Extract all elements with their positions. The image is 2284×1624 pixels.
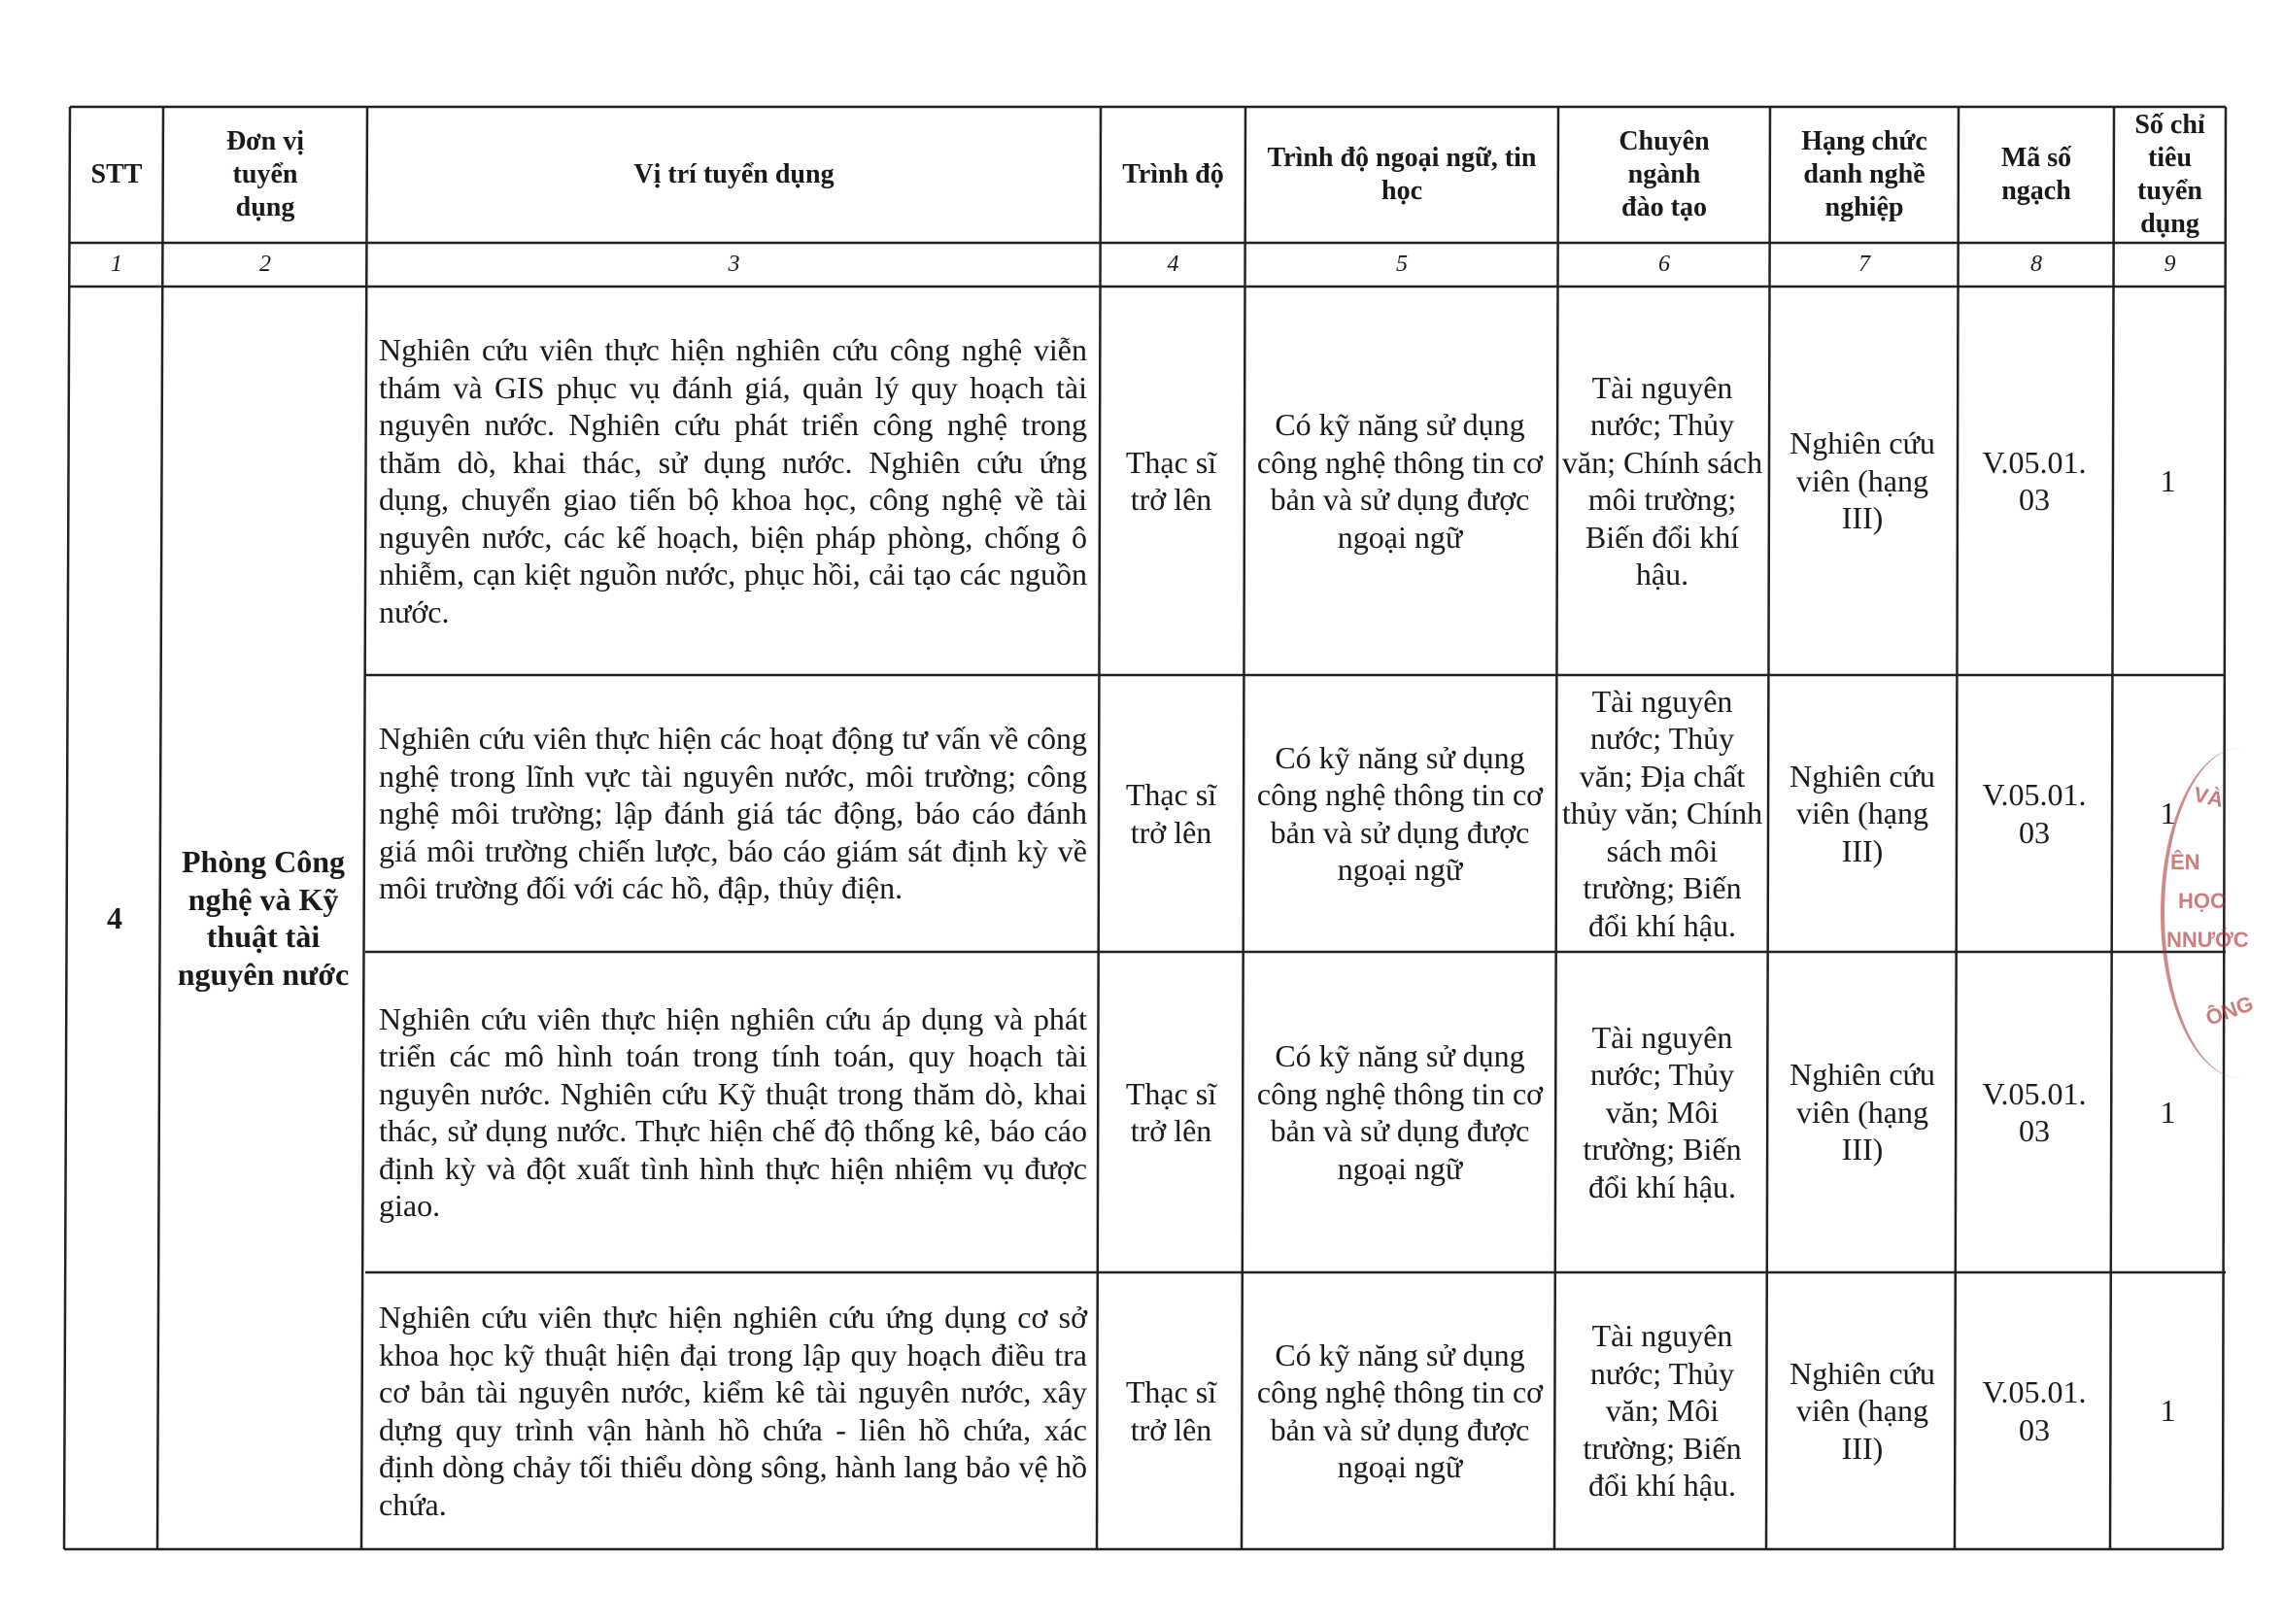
column-number: 9 [2164,252,2176,277]
position-description: Nghiên cứu viên thực hiện nghiên cứu áp dụng và phát triển các mô hình toán trong tính toán, quy hoạch tài nguyên nước. Nghiên cứu Kỹ thuật trong thăm dò, khai thác, sử dụng nước. Thực hiện chế độ thống kê, báo cáo định kỳ và đột xuất tình hình thực hiện nhiệm vụ được giao. [379,1000,1087,1223]
column-number: 4 [1167,252,1179,277]
professional-rank: Nghiên cứu viên (hạng III) [1790,758,1935,868]
header-quota: Số chỉ tiêu tuyển dụng [2134,110,2205,239]
stamp-text: ÊN [2170,850,2200,874]
header-stt: STT [90,159,143,189]
header-major: Chuyên ngành đào tạo [1619,126,1710,222]
professional-rank: Nghiên cứu viên (hạng III) [1790,1355,1935,1466]
education-level: Thạc sĩ trở lên [1125,444,1217,517]
education-level: Thạc sĩ trở lên [1125,777,1217,850]
training-major: Tài nguyên nước; Thủy văn; Địa chất thủy văn; Chính sách môi trường; Biến đổi khí hậu. [1561,683,1763,943]
column-number: 5 [1396,252,1408,277]
training-major: Tài nguyên nước; Thủy văn; Chính sách môi trường; Biến đổi khí hậu. [1561,369,1763,592]
group-unit-name: Phòng Công nghệ và Kỹ thuật tài nguyên nước [177,844,350,992]
column-number: 3 [728,252,740,277]
stamp-text: HỌC [2178,889,2226,913]
stamp-text: VÀ [2191,782,2226,812]
training-major: Tài nguyên nước; Thủy văn; Môi trường; Biến đổi khí hậu. [1583,1019,1742,1204]
language-it-skills: Có kỹ năng sử dụng công nghệ thông tin cơ bản và sử dụng được ngoại ngữ [1256,1336,1544,1484]
language-it-skills: Có kỹ năng sử dụng công nghệ thông tin cơ bản và sử dụng được ngoại ngữ [1256,739,1544,887]
professional-rank: Nghiên cứu viên (hạng III) [1790,425,1935,536]
grade-code: V.05.01. 03 [1982,444,2087,517]
stamp-text: ÔNG [2202,991,2257,1031]
language-it-skills: Có kỹ năng sử dụng công nghệ thông tin cơ bản và sử dụng được ngoại ngữ [1256,1038,1544,1186]
header-rank: Hạng chức danh nghề nghiệp [1801,126,1927,222]
stamp-text: NNƯỚC [2166,928,2249,952]
header-code: Mã số ngạch [2000,143,2072,206]
header-unit: Đơn vị tuyển dụng [225,126,305,222]
grade-code: V.05.01. 03 [1982,1374,2087,1447]
position-description: Nghiên cứu viên thực hiện nghiên cứu công nghệ viễn thám và GIS phục vụ đánh giá, quản lý quy hoạch tài nguyên nước. Nghiên cứu phát triển công nghệ trong thăm dò, khai thác, sử dụng nước. Nghiên cứu ứng dụng, chuyển giao tiến bộ khoa học, công nghệ về tài nguyên nước, các kế hoạch, biện pháp phòng, chống ô nhiễm, cạn kiệt nguồn nước, phục hồi, cải tạo các nguồn nước. [379,332,1087,629]
grade-code: V.05.01. 03 [1982,1075,2087,1148]
column-number: 8 [2030,252,2042,277]
column-number: 1 [111,252,122,277]
education-level: Thạc sĩ trở lên [1125,1075,1217,1148]
grade-code: V.05.01. 03 [1982,777,2087,850]
column-number: 6 [1658,252,1670,277]
recruitment-quota: 1 [2160,1393,2176,1429]
column-number: 7 [1858,252,1870,277]
education-level: Thạc sĩ trở lên [1125,1374,1217,1447]
group-stt: 4 [107,899,122,935]
recruitment-quota: 1 [2160,1094,2176,1130]
header-position: Vị trí tuyển dụng [633,159,835,189]
header-level: Trình độ [1122,159,1224,189]
recruitment-quota: 1 [2160,462,2176,498]
position-description: Nghiên cứu viên thực hiện các hoạt động tư vấn về công nghệ trong lĩnh vực tài nguyên nước, môi trường; công nghệ môi trường; lập đánh giá tác động, báo cáo đánh giá môi trường chiến lược, báo cáo giám sát định kỳ về môi trường đối với các hồ, đập, thủy điện. [379,721,1087,906]
professional-rank: Nghiên cứu viên (hạng III) [1790,1057,1935,1167]
training-major: Tài nguyên nước; Thủy văn; Môi trường; Biến đổi khí hậu. [1583,1318,1742,1504]
column-number: 2 [259,252,271,277]
position-description: Nghiên cứu viên thực hiện nghiên cứu ứng dụng cơ sở khoa học kỹ thuật hiện đại trong lập quy hoạch điều tra cơ bản tài nguyên nước, kiểm kê tài nguyên nước, xây dựng quy trình vận hành hồ chứa - liên hồ chứa, xác định dòng chảy tối thiểu dòng sông, hành lang bảo vệ hồ chứa. [379,1300,1087,1522]
recruitment-quota: 1 [2160,795,2176,831]
header-skills: Trình độ ngoại ngữ, tin học [1267,143,1537,206]
language-it-skills: Có kỹ năng sử dụng công nghệ thông tin cơ bản và sử dụng được ngoại ngữ [1256,407,1544,555]
